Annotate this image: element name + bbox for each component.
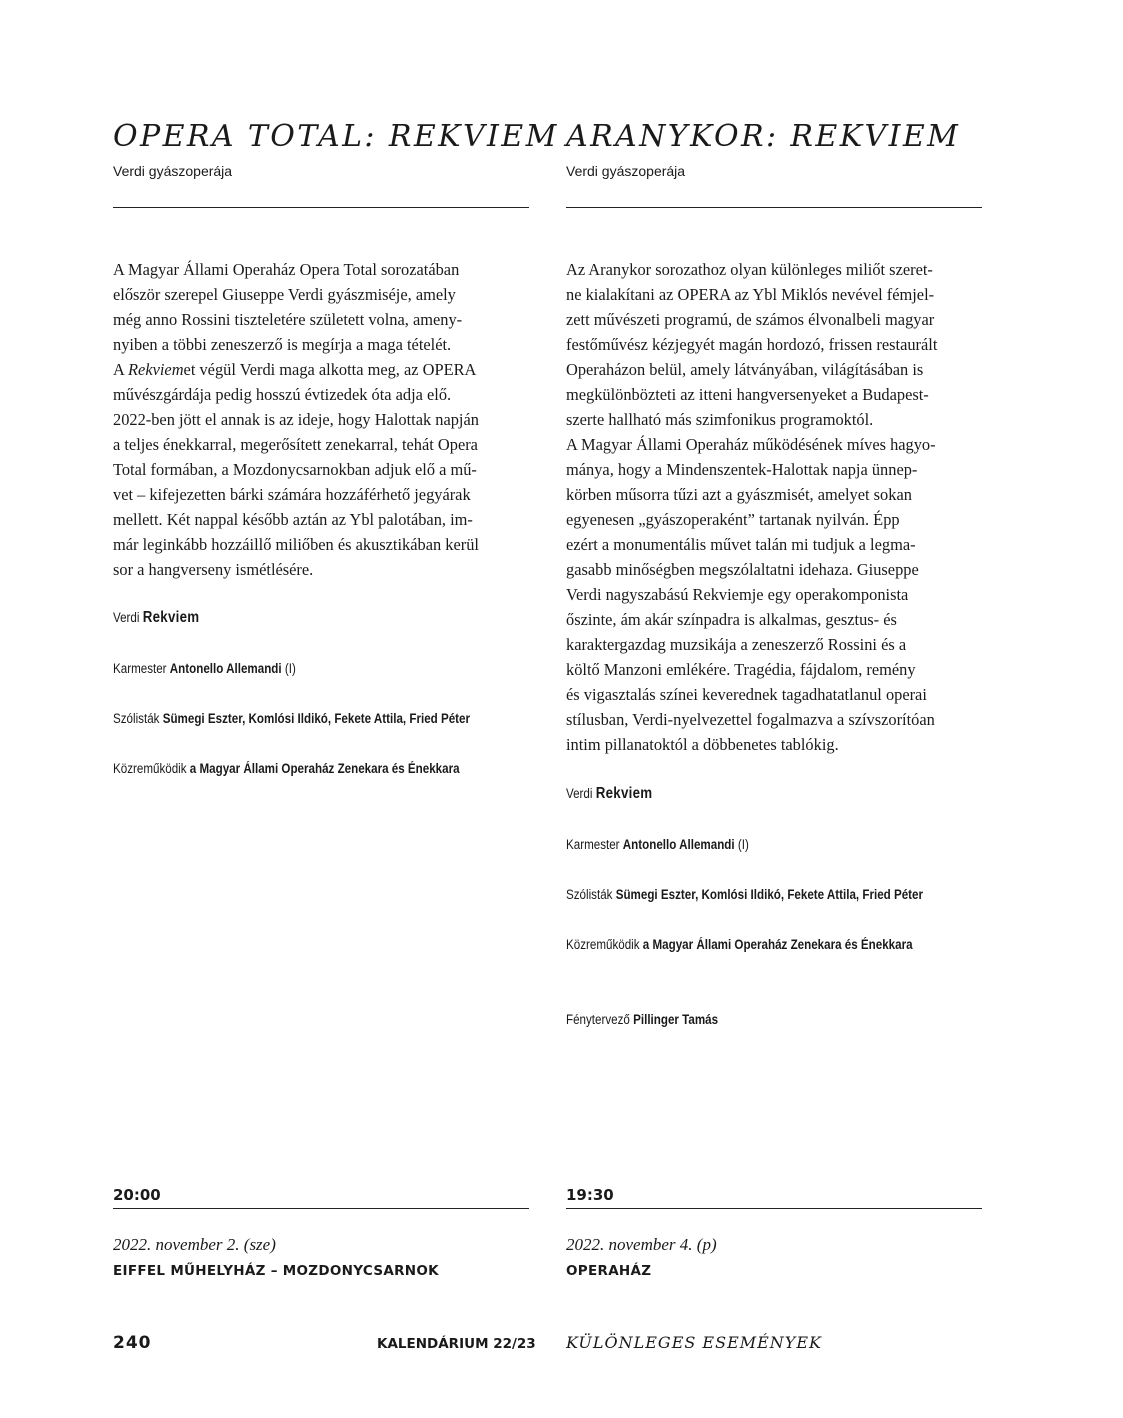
credit-soloists-names: Sümegi Eszter, Komlósi Ildikó, Fekete Attila, Fried Péter xyxy=(615,887,924,902)
event-description xyxy=(113,257,529,582)
credit-label: Fénytervező xyxy=(566,1012,630,1027)
credit-conductor xyxy=(566,836,749,854)
credit-lighting-name: Pillinger Tamás xyxy=(633,1012,719,1027)
credit-ensemble xyxy=(566,936,913,954)
credit-label: Közreműködik xyxy=(566,937,640,952)
description-line: stílusban, Verdi-nyelvezettel fogalmazva a szívszorítóan xyxy=(566,710,935,729)
event-date: 2022. november 4. (p) xyxy=(566,1235,717,1254)
credit-conductor-name: Antonello Allemandi xyxy=(622,837,735,852)
credit-lighting xyxy=(566,1011,718,1029)
description-line: még anno Rossini tiszteletére született volna, ameny- xyxy=(113,310,463,329)
event-subtitle: Verdi gyászoperája xyxy=(566,163,686,179)
credit-ensemble-names: a Magyar Állami Operaház Zenekara és Énekkara xyxy=(189,761,460,776)
description-line: már leginkább hozzáillő miliőben és akusztikában kerül xyxy=(113,535,479,554)
description-line: ne kialakítani az OPERA az Ybl Miklós nevével fémjel- xyxy=(566,285,935,304)
credit-conductor-suffix: (I) xyxy=(284,661,296,676)
description-line: 2022-ben jött el annak is az ideje, hogy Halottak napján xyxy=(113,410,479,429)
credit-label: Karmester xyxy=(113,661,167,676)
credit-label: Közreműködik xyxy=(113,761,187,776)
description-line: vet – kifejezetten bárki számára hozzáférhető jegyárak xyxy=(113,485,471,504)
event-time: 20:00 xyxy=(113,1186,161,1204)
description-line: mellett. Két nappal később aztán az Ybl palotában, im- xyxy=(113,510,473,529)
credit-label: Verdi xyxy=(113,610,140,625)
event-description xyxy=(566,257,982,757)
credit-conductor xyxy=(113,660,296,678)
description-line: A Magyar Állami Operaház Opera Total sorozatában xyxy=(113,260,460,279)
credit-label: Szólisták xyxy=(566,887,613,902)
credit-work xyxy=(113,609,199,627)
description-line: őszinte, ám akár színpadra is alkalmas, gesztus- és xyxy=(566,610,897,629)
description-line: zett művészeti programú, de számos élvonalbeli magyar xyxy=(566,310,935,329)
description-line: művészgárdája pedig hosszú évtizedek óta adja elő. xyxy=(113,385,452,404)
credit-work-title: Rekviem xyxy=(142,609,200,626)
event-title: ARANYKOR: REKVIEM xyxy=(566,119,961,154)
description-line: Operaházon belül, amely látványában, világításában is xyxy=(566,360,924,379)
credit-conductor-suffix: (I) xyxy=(737,837,749,852)
credit-soloists-names: Sümegi Eszter, Komlósi Ildikó, Fekete Attila, Fried Péter xyxy=(162,711,471,726)
description-line: ezért a monumentális művet talán mi tudjuk a legma- xyxy=(566,535,916,554)
description-italic-work: Rekviem xyxy=(128,360,184,379)
description-line: Az Aranykor sorozathoz olyan különleges miliőt szeret- xyxy=(566,260,933,279)
publication-name: KALENDÁRIUM 22/23 xyxy=(377,1336,536,1352)
description-line: szerte hallható más szimfonikus programoktól. xyxy=(566,410,874,429)
credit-conductor-name: Antonello Allemandi xyxy=(169,661,282,676)
description-line: nyiben a többi zeneszerző is megírja a maga tételét. xyxy=(113,335,452,354)
description-line: Verdi nagyszabású Rekviemje egy operakomponista xyxy=(566,585,909,604)
description-line: a teljes énekkarral, megerősített zenekarral, tehát Opera xyxy=(113,435,478,454)
event-time: 19:30 xyxy=(566,1186,614,1204)
credit-work-title: Rekviem xyxy=(595,785,653,802)
title-divider xyxy=(566,207,982,208)
credit-ensemble xyxy=(113,760,460,778)
credit-work xyxy=(566,785,652,803)
event-title: OPERA TOTAL: REKVIEM xyxy=(113,119,559,154)
description-line: megkülönbözteti az itteni hangversenyeket a Budapest- xyxy=(566,385,929,404)
description-fragment: A xyxy=(113,360,129,379)
credit-soloists xyxy=(566,886,923,904)
description-line: intim pillanatoktól a döbbenetes tablókig. xyxy=(566,735,839,754)
description-line xyxy=(113,357,529,382)
description-line: és vigasztalás színei keverednek tagadhatatlanul operai xyxy=(566,685,927,704)
description-fragment: et végül Verdi maga alkotta meg, az OPERA xyxy=(183,360,477,379)
credit-ensemble-names: a Magyar Állami Operaház Zenekara és Énekkara xyxy=(642,937,913,952)
description-line: sor a hangverseny ismétlésére. xyxy=(113,560,314,579)
event-venue: OPERAHÁZ xyxy=(566,1263,652,1279)
description-line: költő Manzoni emlékére. Tragédia, fájdalom, remény xyxy=(566,660,916,679)
section-name: KÜLÖNLEGES ESEMÉNYEK xyxy=(566,1333,822,1352)
description-line: karaktergazdag muzsikája a zeneszerző Rossini és a xyxy=(566,635,907,654)
time-divider xyxy=(113,1208,529,1209)
time-divider xyxy=(566,1208,982,1209)
description-line: mánya, hogy a Mindenszentek-Halottak napja ünnep- xyxy=(566,460,918,479)
description-line: körben műsorra tűzi azt a gyászmisét, amelyet sokan xyxy=(566,485,912,504)
title-divider xyxy=(113,207,529,208)
description-line: egyenesen „gyászoperaként” tartanak nyilván. Épp xyxy=(566,510,900,529)
page-number: 240 xyxy=(113,1333,152,1353)
credit-label: Szólisták xyxy=(113,711,160,726)
credit-soloists xyxy=(113,710,470,728)
description-line: festőművész kézjegyét magán hordozó, frissen restaurált xyxy=(566,335,938,354)
credit-label: Karmester xyxy=(566,837,620,852)
description-line: először szerepel Giuseppe Verdi gyászmiséje, amely xyxy=(113,285,456,304)
event-venue: EIFFEL MŰHELYHÁZ – MOZDONYCSARNOK xyxy=(113,1263,439,1279)
description-line: A Magyar Állami Operaház működésének míves hagyo- xyxy=(566,435,936,454)
credit-label: Verdi xyxy=(566,786,593,801)
event-date: 2022. november 2. (sze) xyxy=(113,1235,276,1254)
description-line: gasabb minőségben megszólaltatni idehaza. Giuseppe xyxy=(566,560,919,579)
event-subtitle: Verdi gyászoperája xyxy=(113,163,233,179)
description-line: Total formában, a Mozdonycsarnokban adjuk elő a mű- xyxy=(113,460,477,479)
